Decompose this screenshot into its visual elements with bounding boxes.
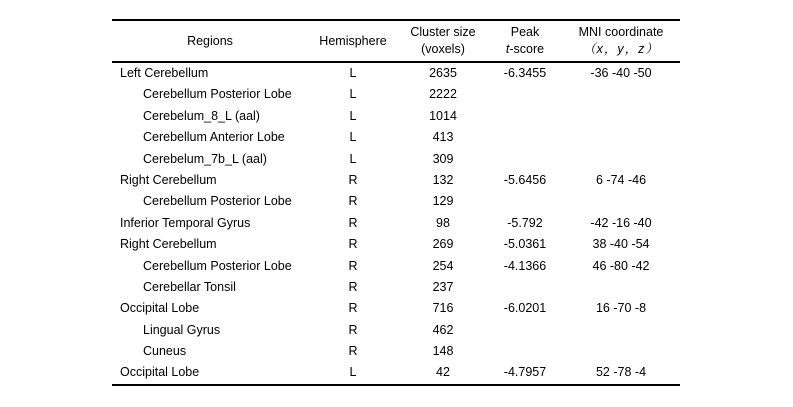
table-row [112,149,680,170]
cluster-cell: 309 [432,151,454,166]
mni-line2-xyz: （x，y，z） [583,42,659,56]
col-header-regions-label: Regions [187,33,233,48]
results-table [112,19,680,386]
hemisphere-cell: L [349,151,357,166]
region-cell: Cerebellum Posterior Lobe [143,87,292,102]
region-cell: Right Cerebellum [120,172,217,187]
region-cell: Cuneus [143,344,187,359]
mni-cell: 6 -74 -46 [595,172,647,187]
cluster-cell: 42 [436,365,450,380]
col-header-mni-coordinate [562,21,680,61]
tscore-cell: -4.7957 [503,365,547,380]
tscore-cell: -5.6456 [503,172,547,187]
peak-line1: Peak [510,25,540,39]
tscore-cell: -4.1366 [503,258,547,273]
hemisphere-cell: L [349,130,357,145]
table-row [112,106,680,127]
region-cell: Occipital Lobe [120,365,200,380]
hemisphere-cell: R [348,215,358,230]
col-header-regions [112,21,308,61]
table-row [112,256,680,277]
cluster-size-line2: (voxels) [421,42,465,56]
region-cell: Occipital Lobe [120,301,200,316]
cluster-cell: 254 [432,258,454,273]
hemisphere-cell: L [349,365,357,380]
mni-cell: 38 -40 -54 [592,237,650,252]
hemisphere-cell: R [348,194,358,209]
table-row [112,63,680,84]
hemisphere-cell: L [349,108,357,123]
region-cell: Cerebellum Anterior Lobe [143,130,285,145]
cluster-cell: 2635 [429,66,457,80]
tscore-cell: -6.3455 [503,66,547,80]
cluster-cell: 129 [432,194,454,209]
hemisphere-cell: R [348,322,358,337]
mni-cell: 52 -78 -4 [595,365,647,380]
table-body [112,63,680,386]
hemisphere-cell: R [348,258,358,273]
table-row [112,362,680,383]
hemisphere-cell: R [348,279,358,294]
hemisphere-cell: R [348,172,358,187]
hemisphere-cell: L [349,87,357,102]
mni-cell: 16 -70 -8 [595,301,647,316]
region-cell: Cerebelum_7b_L (aal) [143,151,267,166]
cluster-cell: 413 [432,130,454,145]
cluster-cell: 237 [432,279,454,294]
mni-line1: MNI coordinate [578,25,664,39]
table-row [112,191,680,212]
cluster-cell: 98 [436,215,450,230]
table-row [112,234,680,255]
table-row [112,277,680,298]
region-cell: Cerebellum Posterior Lobe [143,258,292,273]
region-cell: Cerebellar Tonsil [143,279,236,294]
table-row [112,170,680,191]
mni-cell: -42 -16 -40 [590,215,652,230]
region-cell: Lingual Gyrus [143,322,221,337]
tscore-cell: -5.0361 [503,237,547,252]
hemisphere-cell: R [348,344,358,359]
tscore-cell: -5.792 [507,215,543,230]
col-header-peak-tscore [488,21,562,61]
cluster-cell: 716 [432,301,454,316]
col-header-cluster-size [398,21,488,61]
hemisphere-cell: R [348,237,358,252]
hemisphere-cell: R [348,301,358,316]
table-header-row [112,19,680,63]
table-row [112,341,680,362]
region-cell: Inferior Temporal Gyrus [120,215,251,230]
peak-line2 [506,41,544,58]
hemisphere-cell: L [349,66,357,80]
cluster-size-line1: Cluster size [410,25,476,39]
table-row [112,127,680,148]
cluster-cell: 132 [432,172,454,187]
cluster-cell: 462 [432,322,454,337]
score-suffix: -score [509,42,545,56]
region-cell: Left Cerebellum [120,66,209,80]
region-cell: Cerebelum_8_L (aal) [143,108,260,123]
mni-cell: 46 -80 -42 [592,258,650,273]
cluster-cell: 2222 [429,87,457,102]
table-row [112,298,680,319]
tscore-cell: -6.0201 [503,301,547,316]
cluster-cell: 269 [432,237,454,252]
region-cell: Cerebellum Posterior Lobe [143,194,292,209]
col-header-hemisphere [308,21,398,61]
t-italic: t [505,42,510,56]
col-header-hemisphere-label: Hemisphere [319,33,387,48]
table-row [112,213,680,234]
mni-cell: -36 -40 -50 [590,66,652,80]
cluster-cell: 148 [432,344,454,359]
cluster-cell: 1014 [429,108,457,123]
table-row [112,320,680,341]
table-row [112,84,680,105]
region-cell: Right Cerebellum [120,237,217,252]
